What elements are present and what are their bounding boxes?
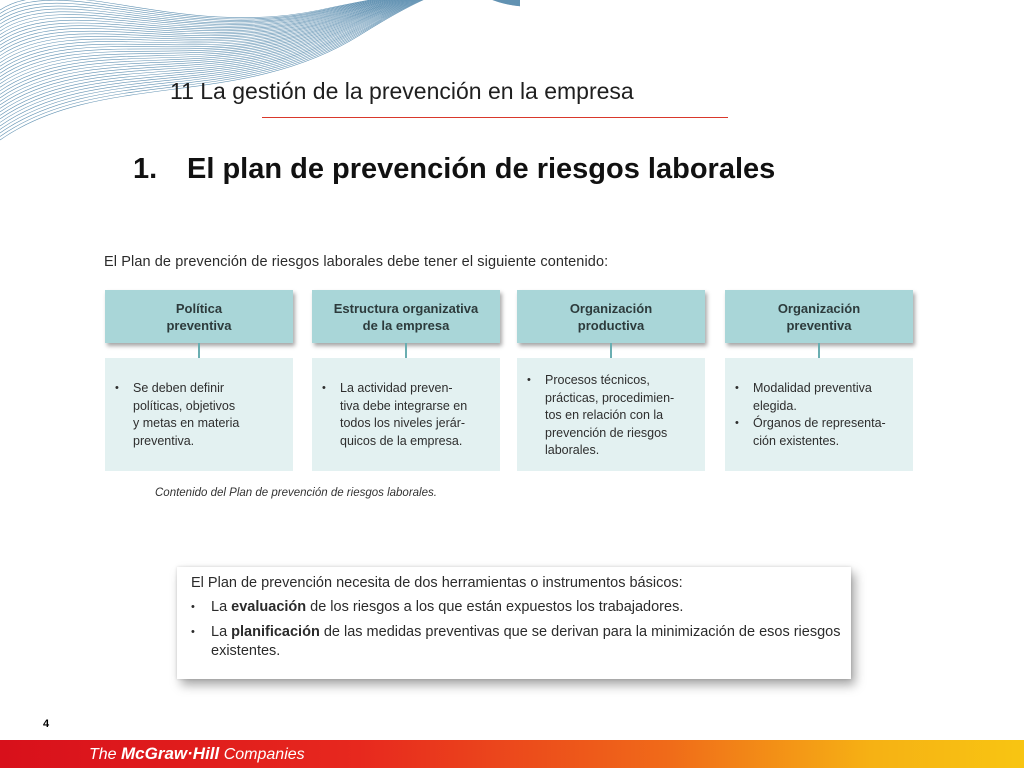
chapter-title: 11 La gestión de la prevención en la empresa (170, 78, 634, 104)
column-header-line: Política (175, 300, 223, 316)
column-header-line: de la empresa (362, 317, 450, 333)
content-column-politica (105, 290, 293, 471)
wave-line (0, 0, 520, 129)
column-body (105, 358, 293, 471)
column-body (517, 358, 705, 471)
column-header-line: preventiva (786, 317, 852, 333)
column-header-line: Organización (777, 300, 861, 316)
content-column-org-preventiva (725, 290, 913, 471)
section-number: 1. (133, 153, 158, 185)
connector-line (610, 343, 612, 358)
list-item: • Procesos técnicos, prácticas, procedimien- tos en relación con la prevención de riesgos laborales. (517, 372, 705, 460)
column-header-line: Organización (569, 300, 653, 316)
connector-line (818, 343, 820, 358)
connector-line (405, 343, 407, 358)
column-header-line: productiva (577, 317, 645, 333)
decorative-wave-graphic (0, 0, 520, 150)
column-body (725, 358, 913, 471)
page-number: 4 (43, 718, 50, 730)
chapter-divider (262, 117, 728, 118)
content-column-org-productiva (517, 290, 705, 471)
list-item: • La evaluación de los riesgos a los que están expuestos los trabajadores. (191, 598, 851, 617)
column-body (312, 358, 500, 471)
plan-content-intro: El Plan de prevención de riesgos laborales debe tener el siguiente contenido: (104, 254, 609, 270)
column-header-line: Estructura organizativa (333, 300, 479, 316)
column-header (312, 290, 500, 343)
section-title-text: El plan de prevención de riesgos laborales (187, 153, 776, 185)
publisher-logo: The McGraw·Hill Companies (89, 744, 305, 763)
wave-line (0, 0, 520, 49)
list-item: • Modalidad preventiva elegida. (725, 380, 913, 415)
wave-line (0, 0, 520, 42)
tools-box (177, 567, 851, 679)
column-header-line: preventiva (166, 317, 232, 333)
wave-line (0, 0, 520, 77)
connector-line (198, 343, 200, 358)
section-title (133, 153, 775, 186)
wave-line (0, 0, 520, 38)
column-header (517, 290, 705, 343)
figure-caption: Contenido del Plan de prevención de riesgos laborales. (155, 487, 437, 499)
column-header (105, 290, 293, 343)
list-item: • La actividad preven- tiva debe integrarse en todos los niveles jerár- quicos de la empresa. (312, 380, 500, 450)
content-column-estructura (312, 290, 500, 471)
tools-intro: El Plan de prevención necesita de dos herramientas o instrumentos básicos: (191, 575, 683, 591)
list-item: • La planificación de las medidas preventivas que se derivan para la minimización de esos riesgos existentes. (191, 623, 851, 661)
list-item: • Se deben definir políticas, objetivos y metas en materia preventiva. (105, 380, 293, 450)
wave-line (0, 0, 520, 66)
column-header (725, 290, 913, 343)
list-item: • Órganos de representa- ción existentes. (725, 415, 913, 450)
